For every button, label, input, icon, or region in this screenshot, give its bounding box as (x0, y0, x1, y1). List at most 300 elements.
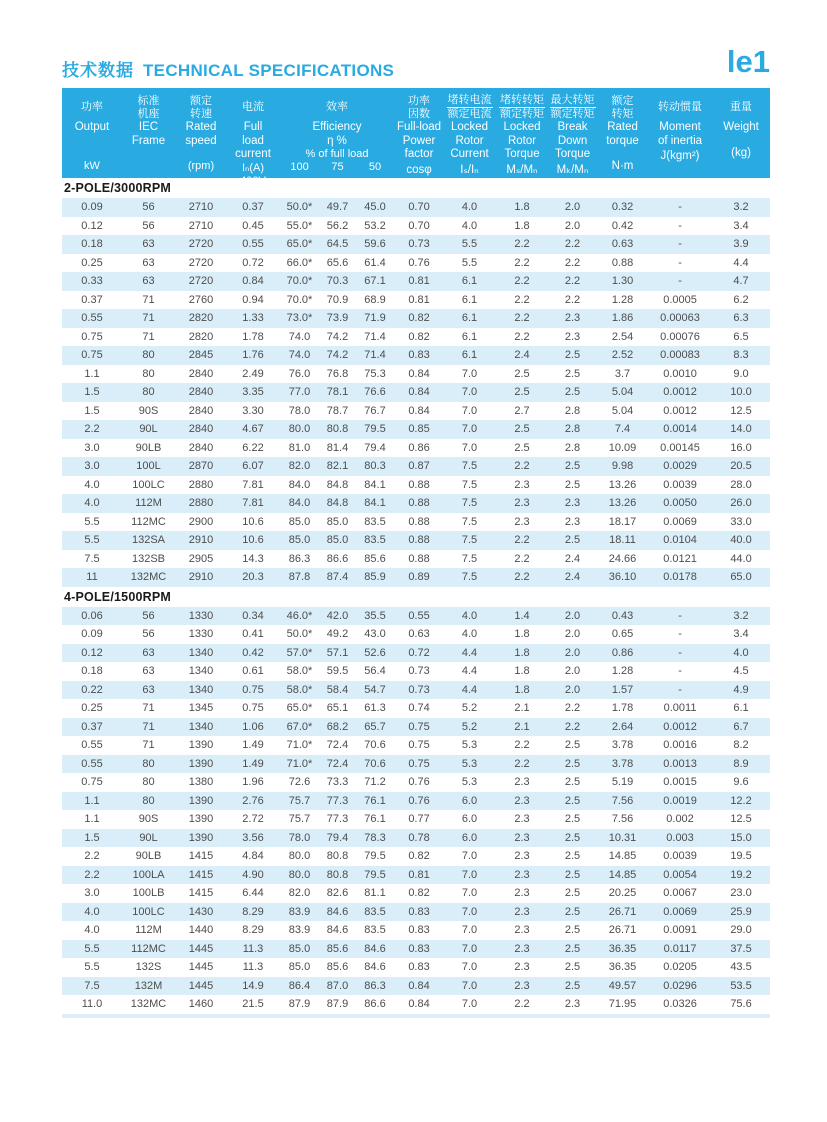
table-cell: 71 (142, 293, 155, 306)
col-header-current-unit: 400V (240, 174, 266, 187)
table-cell: 7.5 (443, 494, 496, 513)
table-cell: 2.72 (242, 813, 264, 826)
table-cell: 70.9 (326, 293, 349, 306)
table-cell: 86.3 (288, 552, 311, 565)
table-cell: 0.12 (81, 219, 103, 232)
table-cell: 81.4 (326, 441, 349, 454)
table-cell: 3.0 (84, 441, 100, 454)
table-cell: 43.5 (730, 961, 752, 974)
col-header-power-factor-symbol: cosφ (406, 163, 432, 176)
table-cell: 63 (122, 272, 175, 291)
table-cell: 2.3 (514, 961, 530, 974)
col-header-speed (175, 88, 227, 178)
table-cell: 57.0* (279, 644, 320, 663)
table-cell: 1.78 (611, 702, 634, 715)
table-cell: - (648, 607, 712, 626)
table-cell: 2.0 (548, 607, 597, 626)
section-label: 4-POLE/1500RPM (62, 587, 770, 607)
table-cell: 3.35 (227, 383, 279, 402)
table-cell: 132M (122, 977, 175, 996)
table-cell: 7.5 (443, 568, 496, 587)
table-cell: - (648, 235, 712, 254)
table-cell: 87.9 (326, 998, 349, 1011)
table-cell: 4.0 (443, 607, 496, 626)
table-cell: 112MC (122, 940, 175, 959)
col-header-speed-zh: 额定转速 (189, 94, 212, 120)
table-cell: 7.81 (227, 494, 279, 513)
table-cell: 2.0 (564, 665, 581, 678)
table-cell: 0.88 (408, 478, 430, 491)
table-cell: 3.9 (712, 235, 770, 254)
table-cell: 33.0 (730, 515, 752, 528)
table-cell: - (648, 272, 712, 291)
table-cell: 83.5 (355, 531, 395, 550)
table-cell: 68.2 (320, 718, 355, 737)
table-cell: 80.8 (320, 420, 355, 439)
col-header-inertia-zh: 转动惯量 (658, 101, 703, 114)
table-cell: 1.8 (496, 198, 548, 217)
table-cell: 2.2 (84, 850, 100, 863)
table-row (62, 550, 770, 569)
table-cell: 72.4 (320, 755, 355, 774)
col-header-current-zh: 电流 (242, 101, 264, 114)
table-cell: 1345 (188, 702, 214, 715)
table-cell: 2.5 (548, 531, 597, 550)
table-cell: 7.5 (461, 515, 478, 528)
page-title-en: TECHNICAL SPECIFICATIONS (143, 61, 395, 80)
table-cell: 0.88 (611, 256, 634, 269)
table-cell: 2.1 (496, 718, 548, 737)
table-row (62, 457, 770, 476)
table-row (62, 513, 770, 532)
table-cell: 81.1 (364, 887, 386, 900)
table-cell: 1.49 (227, 755, 279, 774)
table-header (62, 88, 770, 187)
table-row (62, 810, 770, 829)
table-row (62, 235, 770, 254)
table-row (62, 420, 770, 439)
table-cell: 0.72 (242, 256, 264, 269)
table-cell: 0.0091 (663, 924, 697, 937)
table-cell: 2.3 (496, 866, 548, 885)
table-cell: 80 (122, 346, 175, 365)
table-cell: 132S (135, 961, 162, 974)
table-cell: 2.5 (548, 866, 597, 885)
table-cell: 0.88 (395, 531, 443, 550)
col-header-current-en: Full load current (235, 121, 271, 161)
table-cell: 0.0039 (663, 478, 697, 491)
table-cell: 0.82 (408, 887, 430, 900)
table-cell: 0.84 (408, 998, 430, 1011)
table-cell: 78.0 (288, 404, 311, 417)
table-cell: 85.6 (326, 961, 349, 974)
table-cell: 11.3 (242, 961, 264, 974)
table-cell: 2.2 (548, 235, 597, 254)
table-cell: 5.3 (461, 776, 478, 789)
table-cell: 18.17 (608, 515, 637, 528)
table-cell: 18.11 (597, 531, 648, 550)
table-cell: 61.3 (364, 702, 386, 715)
table-cell: 49.57 (597, 977, 648, 996)
table-cell: 84.6 (355, 940, 395, 959)
table-cell: 2880 (188, 478, 214, 491)
table-cell: 0.42 (227, 644, 279, 663)
table-cell: 2.4 (548, 568, 597, 587)
table-cell: 1390 (175, 829, 227, 848)
table-cell: 0.84 (408, 367, 430, 380)
table-cell: 2.3 (514, 776, 530, 789)
table-cell: 0.37 (62, 718, 122, 737)
table-cell: 7.0 (461, 998, 478, 1011)
table-cell: 0.86 (408, 441, 430, 454)
table-cell: 70.6 (355, 755, 395, 774)
table-cell: 2.5 (564, 961, 581, 974)
col-header-locked-rotor-current-en: Locked Rotor Current (450, 121, 489, 161)
table-cell: 25.9 (712, 903, 770, 922)
table-cell: 90LB (135, 850, 162, 863)
table-cell: 55.0* (286, 219, 313, 232)
table-cell: 84.6 (326, 924, 349, 937)
table-cell: 79.4 (364, 441, 386, 454)
table-cell: 90LB (135, 441, 162, 454)
table-cell: 0.18 (62, 235, 122, 254)
table-cell: 0.41 (242, 628, 264, 641)
table-cell: 3.78 (611, 739, 634, 752)
table-cell: 7.5 (443, 457, 496, 476)
table-cell: 2870 (175, 457, 227, 476)
table-cell: 10.6 (242, 515, 264, 528)
table-row (62, 699, 770, 718)
table-cell: 0.0326 (663, 998, 697, 1011)
table-cell: 70.0* (286, 293, 313, 306)
table-cell: 0.75 (227, 681, 279, 700)
table-cell: 82.0 (288, 887, 311, 900)
table-cell: 1.33 (227, 309, 279, 328)
table-cell: 0.0117 (648, 940, 712, 959)
table-cell: - (678, 219, 682, 232)
table-cell: 2.8 (564, 404, 581, 417)
table-cell: 6.2 (733, 293, 749, 306)
table-cell: 56 (142, 219, 155, 232)
table-cell: 6.1 (443, 272, 496, 291)
efficiency-load-ticks (279, 161, 395, 174)
table-cell: 2.2 (514, 739, 530, 752)
table-cell: 5.2 (461, 702, 478, 715)
table-row (62, 476, 770, 495)
table-cell: 2760 (188, 293, 214, 306)
table-cell: 56 (122, 607, 175, 626)
table-cell: 2840 (175, 383, 227, 402)
table-cell: 2720 (175, 235, 227, 254)
table-cell: 71.95 (608, 998, 637, 1011)
table-cell: 0.0012 (663, 404, 697, 417)
table-cell: 0.00083 (648, 346, 712, 365)
table-row (62, 328, 770, 347)
table-cell: 4.4 (443, 681, 496, 700)
table-cell: 2.2 (514, 256, 530, 269)
table-cell: 2710 (188, 219, 214, 232)
table-cell: 0.0019 (648, 792, 712, 811)
table-cell: 6.22 (242, 441, 264, 454)
table-cell: 71 (122, 309, 175, 328)
table-cell: 2.2 (514, 293, 530, 306)
table-cell: 0.0069 (648, 903, 712, 922)
table-cell: 2.3 (564, 330, 581, 343)
table-cell: 2840 (188, 367, 214, 380)
table-cell: 7.0 (461, 887, 478, 900)
table-cell: 75.6 (730, 998, 752, 1011)
table-cell: 3.7 (614, 367, 631, 380)
table-cell: 24.66 (608, 552, 637, 565)
table-cell: 65.0* (286, 702, 313, 715)
table-cell: 1.06 (227, 718, 279, 737)
table-cell: 10.09 (608, 441, 637, 454)
table-cell: 65.0 (712, 568, 770, 587)
table-cell: 3.4 (733, 219, 749, 232)
table-row (62, 439, 770, 458)
table-cell: 11.3 (227, 940, 279, 959)
table-cell: 71.0* (286, 739, 313, 752)
table-cell: 77.3 (326, 813, 349, 826)
col-header-current-symbol: Iₙ(A) (241, 161, 265, 174)
table-cell: 5.5 (62, 940, 122, 959)
table-cell: 0.43 (597, 607, 648, 626)
table-cell: 56.4 (364, 665, 386, 678)
table-cell: 0.0015 (663, 776, 697, 789)
table-cell: 112M (135, 924, 162, 937)
table-cell: 7.5 (461, 478, 478, 491)
table-cell: 2.0 (548, 644, 597, 663)
table-cell: 79.5 (355, 420, 395, 439)
col-header-locked-rotor-torque-symbol: Mₛ/Mₙ (506, 163, 538, 176)
table-cell: 0.61 (242, 665, 264, 678)
table-cell: 0.09 (81, 628, 103, 641)
table-cell: 1390 (188, 739, 214, 752)
table-cell: 7.5 (443, 531, 496, 550)
table-cell: 63 (142, 256, 155, 269)
table-cell: 1.1 (84, 367, 100, 380)
table-cell: 26.71 (597, 903, 648, 922)
table-cell: 12.5 (730, 813, 752, 826)
table-row (62, 254, 770, 273)
table-row (62, 607, 770, 626)
table-cell: 0.65 (611, 628, 634, 641)
table-cell: 3.0 (84, 887, 100, 900)
table-cell: 40.0 (712, 531, 770, 550)
table-cell: 4.4 (733, 256, 749, 269)
table-cell: 0.32 (597, 198, 648, 217)
table-cell: 36.35 (608, 961, 637, 974)
table-cell: 63 (122, 235, 175, 254)
table-cell: 5.3 (461, 739, 478, 752)
table-cell: 87.9 (288, 998, 311, 1011)
table-cell: 100LA (122, 866, 175, 885)
table-cell: 0.81 (395, 866, 443, 885)
table-cell: 1.86 (597, 309, 648, 328)
table-cell: 0.85 (395, 420, 443, 439)
table-cell: 28.0 (730, 478, 752, 491)
table-cell: 66.0* (286, 256, 313, 269)
table-cell: 50.0* (286, 628, 313, 641)
col-header-output-en: Output (74, 121, 110, 133)
table-cell: 2.5 (564, 924, 581, 937)
table-cell: 0.45 (242, 219, 264, 232)
table-cell: 2.5 (496, 420, 548, 439)
col-header-weight-zh: 重量 (730, 101, 753, 114)
table-cell: 71.2 (364, 776, 386, 789)
table-cell: 1340 (175, 644, 227, 663)
table-cell: 19.2 (712, 866, 770, 885)
table-cell: 10.31 (597, 829, 648, 848)
table-cell: 3.2 (712, 198, 770, 217)
table-cell: 4.67 (227, 420, 279, 439)
table-cell: - (648, 198, 712, 217)
table-cell: 2.2 (496, 457, 548, 476)
table-cell: 0.70 (395, 198, 443, 217)
table-row (62, 847, 770, 866)
table-row (62, 309, 770, 328)
col-header-weight-en: Weight (723, 121, 759, 133)
table-cell: 5.5 (443, 235, 496, 254)
table-cell: 2.0 (564, 219, 581, 232)
table-cell: 5.04 (597, 383, 648, 402)
table-cell: 2.2 (564, 256, 581, 269)
table-cell: 2.0 (548, 681, 597, 700)
table-cell: 6.5 (733, 330, 749, 343)
table-cell: 2.0 (564, 628, 581, 641)
table-cell: 80 (142, 776, 155, 789)
table-cell: 112M (122, 494, 175, 513)
table-cell: 83.9 (288, 924, 311, 937)
table-cell: 84.0 (288, 478, 311, 491)
table-cell: 2.5 (564, 478, 581, 491)
col-header-rated-torque (597, 88, 648, 178)
table-cell: 2.3 (496, 829, 548, 848)
table-cell: 14.3 (242, 552, 264, 565)
table-cell: 2.5 (564, 776, 581, 789)
table-cell: 82.1 (320, 457, 355, 476)
table-cell: 1.57 (597, 681, 648, 700)
table-cell: 132SA (122, 531, 175, 550)
table-row (62, 402, 770, 421)
table-cell: 59.6 (355, 235, 395, 254)
table-cell: 0.34 (227, 607, 279, 626)
table-cell: 0.18 (81, 665, 103, 678)
table-cell: 53.2 (364, 219, 386, 232)
table-cell: 20.3 (227, 568, 279, 587)
table-cell: 1415 (175, 866, 227, 885)
efficiency-tick-75: 75 (331, 161, 344, 174)
table-cell: 6.0 (443, 829, 496, 848)
breakdown-torque-fraction: $\frac{\text{最大转矩}}{\text{额定转矩}}$ (550, 93, 595, 120)
table-cell: 6.1 (461, 293, 478, 306)
table-row (62, 217, 770, 236)
table-cell: 2.3 (564, 515, 581, 528)
table-row (62, 625, 770, 644)
table-cell: 0.0005 (663, 293, 697, 306)
table-cell: 2.5 (564, 367, 581, 380)
table-cell: 5.5 (62, 531, 122, 550)
table-cell: - (678, 256, 682, 269)
table-row (62, 198, 770, 217)
table-cell: 4.4 (461, 665, 478, 678)
table-row (62, 272, 770, 291)
table-cell: 46.0* (279, 607, 320, 626)
table-cell: 1440 (188, 924, 214, 937)
table-row (62, 829, 770, 848)
table-cell: 2.2 (564, 293, 581, 306)
table-cell: 80 (122, 383, 175, 402)
table-cell: 78.3 (355, 829, 395, 848)
table-cell: 2.2 (496, 235, 548, 254)
table-cell: 0.70 (408, 219, 430, 232)
table-cell: 65.6 (326, 256, 349, 269)
table-cell: 2.3 (514, 515, 530, 528)
table-cell: 78.0 (279, 829, 320, 848)
col-header-breakdown-torque (548, 88, 597, 178)
table-cell: 0.78 (395, 829, 443, 848)
table-cell: 2.8 (548, 420, 597, 439)
table-cell: 1.8 (514, 665, 530, 678)
table-cell: 1.8 (514, 628, 530, 641)
table-cell: 5.5 (461, 256, 478, 269)
table-cell: 68.9 (364, 293, 386, 306)
table-cell: 7.0 (461, 850, 478, 863)
table-cell: 56.2 (326, 219, 349, 232)
col-header-frame-zh: 标准机座 (137, 94, 160, 120)
table-cell: 0.86 (597, 644, 648, 663)
table-cell: 0.0069 (663, 515, 697, 528)
table-cell: 75.7 (279, 792, 320, 811)
table-cell: 2.5 (564, 739, 581, 752)
table-cell: 2910 (175, 568, 227, 587)
table-cell: 7.0 (443, 420, 496, 439)
table-cell: 100L (122, 457, 175, 476)
table-row (62, 662, 770, 681)
col-header-output-unit: kW (84, 159, 100, 172)
table-cell: 4.0 (84, 478, 100, 491)
table-cell: 2.2 (496, 272, 548, 291)
table-row (62, 568, 770, 587)
table-cell: 1.8 (496, 644, 548, 663)
table-row (62, 531, 770, 550)
table-cell: 0.88 (408, 515, 430, 528)
table-cell: 2880 (175, 494, 227, 513)
table-cell: 53.5 (712, 977, 770, 996)
table-row (62, 773, 770, 792)
table-cell: 2.3 (514, 887, 530, 900)
table-row (62, 383, 770, 402)
col-header-output (62, 88, 122, 178)
table-cell: 81.0 (288, 441, 311, 454)
table-cell: 0.82 (408, 850, 430, 863)
table-cell: 2.5 (548, 457, 597, 476)
col-header-efficiency-subtitle: % of full load (305, 148, 369, 161)
table-row (62, 792, 770, 811)
table-cell: 0.75 (62, 346, 122, 365)
table-cell: 6.7 (712, 718, 770, 737)
table-cell: 63 (142, 665, 155, 678)
table-cell: 4.0 (461, 628, 478, 641)
col-header-speed-en: Rated speed (185, 121, 217, 147)
table-cell: 100LC (122, 903, 175, 922)
table-cell: 85.0 (288, 961, 311, 974)
table-cell: 0.81 (395, 272, 443, 291)
table-cell: 2900 (188, 515, 214, 528)
table-cell: - (678, 665, 682, 678)
table-cell: 7.0 (443, 940, 496, 959)
page-title (62, 62, 394, 81)
